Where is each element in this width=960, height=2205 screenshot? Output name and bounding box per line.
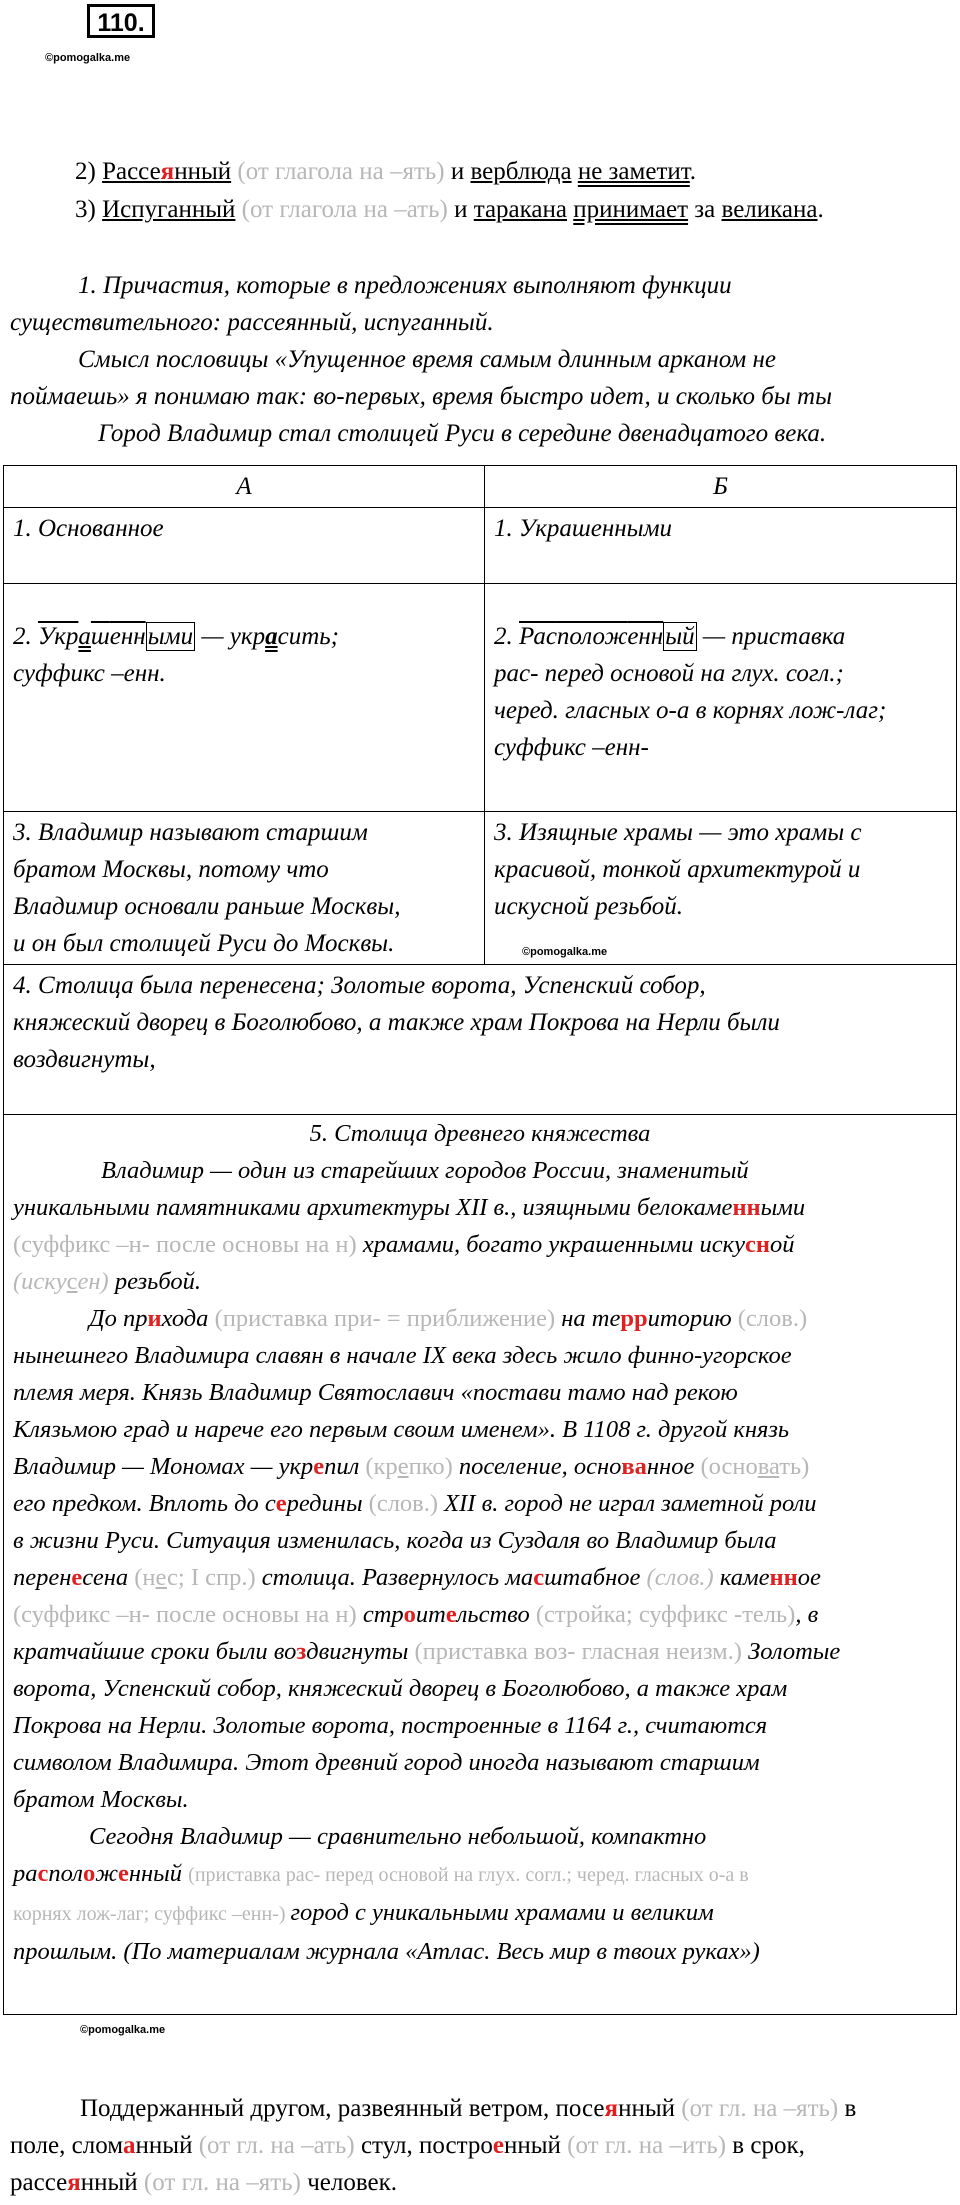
watermark-bottom: ©pomogalka.me — [80, 2024, 166, 2036]
cell-watermark: ©pomogalka.me — [522, 946, 608, 958]
cell-r2-b: 2. Расположенный — приставка рас- перед основой на глух. согл.; черед. гласных о-а в корнях лож-лаг; суффикс –енн- — [485, 584, 957, 812]
cell-r3-b: 3. Изящные храмы — это храмы с красивой, тонкой архитектурой и искусной резьбой. ©pomogalka.me — [485, 812, 957, 965]
bottom-sentences: Поддержанный другом, развеянный ветром, посеянный (от гл. на –ять) в поле, сломанный (от гл. на –ать) стул, построенный (от гл. на –ить) в срок, рассеянный (от гл. на –ять) человек. — [10, 2095, 857, 2196]
cell-r1-a: 1. Основанное — [4, 508, 485, 584]
cell-r1-b: 1. Украшенными — [485, 508, 957, 584]
paragraph-participles: 1. Причастия, которые в предложениях выполняют функции существительного: рассеянный, испуганный. Смысл пословицы «Упущенное время самым длинным арканом не поймаешь» я понимаю так: во-первых, время быстро идет, и сколько бы ты Город Владимир стал столицей Руси в середине двенадцатого века. — [10, 272, 833, 447]
column-a-header: А — [4, 466, 485, 508]
answer-line-2: 2) Рассеянный (от глагола на –ять) и верблюда не заметит. — [75, 158, 697, 185]
column-b-header: Б — [485, 466, 957, 508]
cell-r2-a: 2. Украшенными — украсить; суффикс –енн. — [4, 584, 485, 812]
cell-r5-text: 5. Столица древнего княжества Владимир — один из старейших городов России, знаменитый уникальными памятниками архитектуры XII в., изящными белокаменными (суффикс –н- после основы на н) храмами, богато украшенными искусной (искусен) резьбой. До прихода (приставка при- = приближение) на территорию (слов.) нынешнего Владимира славян в начале IX века здесь жило финно-угорское племя меря. Князь Владимир Святославич «постави тамо над рекою Клязьмою град и нарече его первым своим именем». В 1108 г. другой князь Владимир — Мономах — укрепил (крепко) поселение, основанное (основать) его предком. Вплоть до середины (слов.) XII в. город не играл заметной роли в жизни Руси. Ситуация изменилась, когда из Суздаля во Владимир была перенесена (нес; I спр.) столица. Развернулось масштабное (слов.) каменное (суффикс –н- после основы на н) строительство (стройка; суффикс -тель), в кратчайшие сроки были воздвигнуты (приставка воз- гласная неизм.) Золотые ворота, Успенский собор, княжеский дворец в Боголюбово, а также храм Покрова на Нерли. Золотые ворота, построенные в 1164 г., считаются символом Владимира. Этот древний город иногда называют старшим братом Москвы. Сегодня Владимир — сравнительно небольшой, компактно расположенный (приставка рас- перед основой на глух. согл.; черед. гласных о-а в корнях лож-лаг; суффикс –енн-) город с уникальными храмами и великим прошлым. (По материалам журнала «Атлас. Весь мир в твоих руках») — [4, 1115, 957, 2015]
answer-table — [3, 465, 957, 2015]
watermark: ©pomogalka.me — [45, 52, 131, 64]
exercise-number: 110. — [87, 4, 155, 38]
cell-r4: 4. Столица была перенесена; Золотые ворота, Успенский собор, княжеский дворец в Боголюбово, а также храм Покрова на Нерли были воздвигнуты, — [4, 965, 957, 1115]
answer-line-3: 3) Испуганный (от глагола на –ать) и таракана принимает за великана. — [75, 196, 824, 223]
text-title: 5. Столица древнего княжества — [309, 1120, 651, 1147]
cell-r3-a: 3. Владимир называют старшим братом Москвы, потому что Владимир основали раньше Москвы, и он был столицей Руси до Москвы. — [4, 812, 485, 965]
